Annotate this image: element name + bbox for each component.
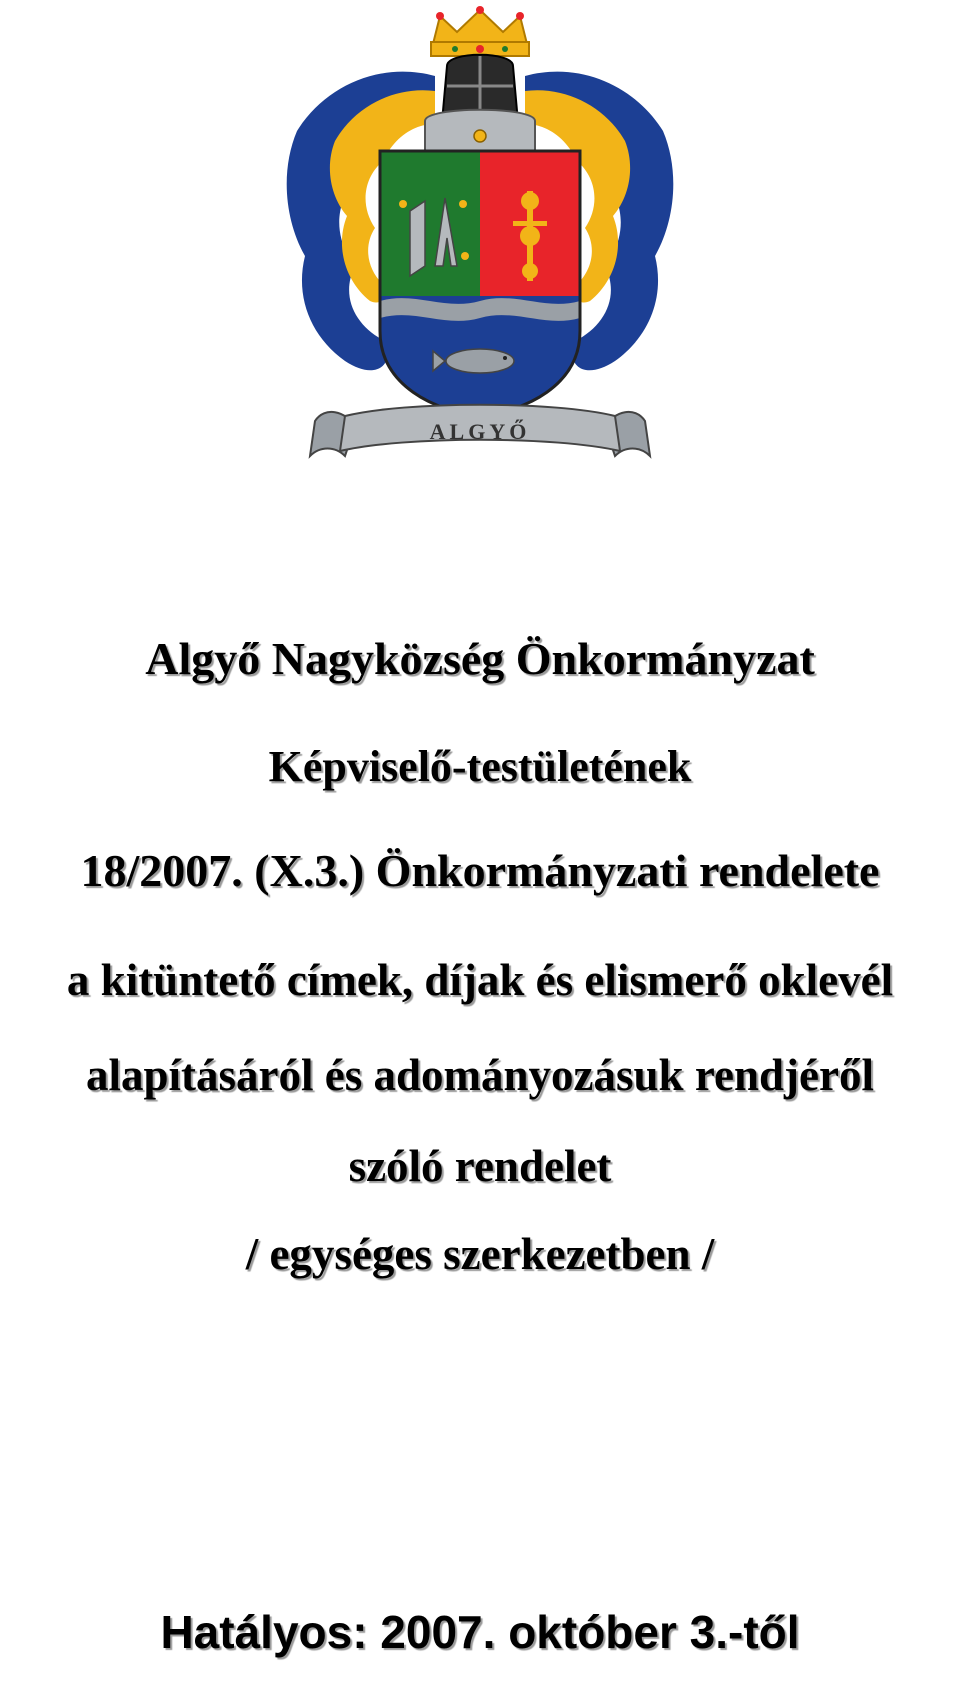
title-consolidated-note: / egységes szerkezetben / <box>245 1229 715 1279</box>
coat-of-arms <box>285 6 675 478</box>
helmet-icon <box>425 55 535 156</box>
title-subject-line-1: a kitüntető címek, díjak és elismerő oklevél <box>66 955 894 1005</box>
banner-text: ALGYŐ <box>429 419 531 444</box>
title-council: Képviselő-testületének <box>268 742 692 791</box>
title-subject-line-2: alapításáról és adományozásuk rendjéről <box>86 1050 874 1100</box>
banner-ribbon <box>310 405 650 456</box>
shield-icon <box>380 151 580 416</box>
title-municipality: Algyő Nagyközség Önkormányzat <box>145 633 815 684</box>
crown-icon <box>431 6 529 56</box>
effective-date: Hatályos: 2007. október 3.-től <box>160 1606 800 1658</box>
title-subject-line-3: szóló rendelet <box>348 1141 612 1191</box>
title-decree-number: 18/2007. (X.3.) Önkormányzati rendelete <box>80 845 880 896</box>
